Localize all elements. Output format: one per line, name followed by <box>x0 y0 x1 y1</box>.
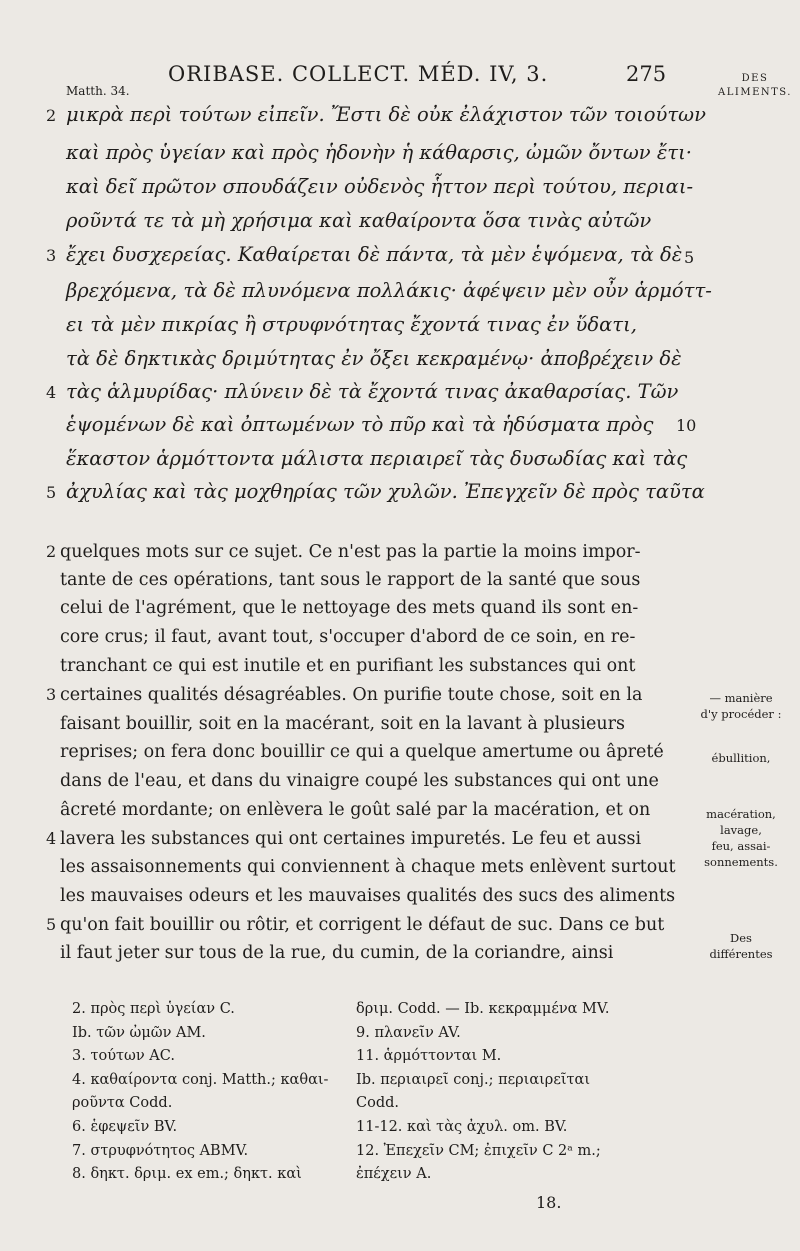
section-number: 5 <box>46 483 57 502</box>
note-line: 7. στρυφνότητος ABMV. <box>72 1142 249 1159</box>
greek-line: ἑψομένων δὲ καὶ ὀπτωμένων τὸ πῦρ καὶ τὰ ἡδύσματα πρὸς <box>66 413 654 436</box>
note-line: ροῦντα Codd. <box>72 1095 173 1112</box>
note-line: 11-12. καὶ τὰς ἀχυλ. om. BV. <box>356 1118 568 1135</box>
french-line: reprises; on fera donc bouillir ce qui a quelque amertume ou âpreté <box>60 742 664 762</box>
section-number: 2 <box>46 106 57 125</box>
greek-line: τὰς ἁλμυρίδας· πλύνειν δὲ τὰ ἔχοντά τινας ἀκαθαρσίας. Τῶν <box>66 380 679 403</box>
side-note-line: sonnements. <box>704 855 778 869</box>
signature-mark: 18. <box>536 1193 562 1212</box>
section-number: 3 <box>46 685 57 704</box>
french-line: quelques mots sur ce sujet. Ce n'est pas la partie la moins impor- <box>60 542 641 562</box>
french-line: certaines qualités désagréables. On purifie toute chose, soit en la <box>60 685 643 705</box>
section-number: 4 <box>46 829 57 848</box>
side-note-maceration <box>684 806 798 870</box>
greek-line: ἔχει δυσχερείας. Καθαίρεται δὲ πάντα, τὰ μὲν ἑψόμενα, τὰ δὲ <box>66 243 683 266</box>
french-line: celui de l'agrément, que le nettoyage des mets quand ils sont en- <box>60 598 639 618</box>
side-note-line: feu, assai- <box>711 839 771 853</box>
margin-heading-line: DES <box>741 73 769 84</box>
french-line: tante de ces opérations, tant sous le rapport de la santé que sous <box>60 570 641 590</box>
greek-line: μικρὰ περὶ τούτων εἰπεῖν. Ἔστι δὲ οὐκ ἐλάχιστον τῶν τοιούτων <box>66 103 706 126</box>
side-note-line: ébullition, <box>711 751 771 765</box>
french-line: tranchant ce qui est inutile et en purifiant les substances qui ont <box>60 656 636 676</box>
french-line: âcreté mordante; on enlèvera le goût salé par la macération, et on <box>60 800 651 820</box>
note-line: 12. Ἐπεχεῖν CM; ἐπιχεῖν C 2ᵃ m.; <box>356 1142 601 1159</box>
french-line: les assaisonnements qui conviennent à chaque mets enlèvent surtout <box>60 857 676 877</box>
side-note-line: d'y procéder : <box>700 707 782 721</box>
french-line: les mauvaises odeurs et les mauvaises qualités des sucs des aliments <box>60 886 676 906</box>
note-line: 11. ἁρμόττονται M. <box>356 1048 502 1065</box>
note-line: 9. πλανεῖν AV. <box>356 1024 461 1041</box>
section-number: 3 <box>46 246 57 265</box>
notes-right-column <box>356 998 609 1187</box>
side-note-ebullition <box>684 750 798 766</box>
french-line: core crus; il faut, avant tout, s'occuper d'abord de ce soin, en re- <box>60 627 636 647</box>
side-note-line: — manière <box>709 691 773 705</box>
note-line: 3. τούτων AC. <box>72 1048 175 1065</box>
note-line: Ib. τῶν ὠμῶν AM. <box>72 1024 206 1041</box>
line-number: 5 <box>684 248 695 267</box>
note-line: Codd. <box>356 1095 399 1112</box>
note-line: 2. πρὸς περὶ ὑγείαν C. <box>72 1001 235 1017</box>
french-line: il faut jeter sur tous de la rue, du cumin, de la coriandre, ainsi <box>60 943 614 963</box>
side-note-line: Des <box>730 931 752 945</box>
running-title: ORIBASE. COLLECT. MÉD. IV, 3. <box>168 62 549 86</box>
margin-heading <box>712 72 798 100</box>
greek-line: καὶ πρὸς ὑγείαν καὶ πρὸς ἡδονὴν ἡ κάθαρσις, ὠμῶν ὄντων ἔτι· <box>66 141 692 164</box>
french-line: qu'on fait bouillir ou rôtir, et corrigent le défaut de suc. Dans ce but <box>60 915 665 935</box>
matthaei-reference: Matth. 34. <box>66 84 130 98</box>
note-line: δριμ. Codd. — Ib. κεκραμμένα MV. <box>356 1001 610 1017</box>
side-note-differentes <box>684 930 798 962</box>
greek-line: ροῦντά τε τὰ μὴ χρήσιμα καὶ καθαίροντα ὅσα τινὰς αὐτῶν <box>66 209 652 232</box>
section-number: 2 <box>46 542 57 561</box>
note-line: ἐπέχειν A. <box>356 1166 432 1183</box>
note-line: Ib. περιαιρεῖ conj.; περιαιρεῖται <box>356 1071 591 1088</box>
french-line: dans de l'eau, et dans du vinaigre coupé les substances qui ont une <box>60 771 659 791</box>
note-line: 6. ἑφεψεῖν BV. <box>72 1118 178 1135</box>
greek-line: τὰ δὲ δηκτικὰς δριμύτητας ἐν ὄξει κεκραμένῳ· ἀποβρέχειν δὲ <box>66 347 682 370</box>
margin-heading-line: ALIMENTS. <box>718 87 792 98</box>
notes-left-column <box>72 998 328 1187</box>
line-number: 10 <box>676 416 697 435</box>
greek-line: ει τὰ μὲν πικρίας ἢ στρυφνότητας ἔχοντά τινας ἐν ὕδατι, <box>66 313 637 336</box>
french-line: faisant bouillir, soit en la macérant, soit en la lavant à plusieurs <box>60 714 625 734</box>
french-line: lavera les substances qui ont certaines impuretés. Le feu et aussi <box>60 829 642 849</box>
section-number: 4 <box>46 383 57 402</box>
greek-line: καὶ δεῖ πρῶτον σπουδάζειν οὐδενὸς ἧττον περὶ τούτου, περιαι- <box>66 175 694 198</box>
note-line: 8. δηκτ. δριμ. ex em.; δηκτ. καὶ <box>72 1166 302 1183</box>
section-number: 5 <box>46 915 57 934</box>
side-note-line: différentes <box>709 947 773 961</box>
greek-line: βρεχόμενα, τὰ δὲ πλυνόμενα πολλάκις· ἀφέψειν μὲν οὖν ἁρμόττ- <box>66 279 712 302</box>
greek-line: ἀχυλίας καὶ τὰς μοχθηρίας τῶν χυλῶν. Ἐπεγχεῖν δὲ πρὸς ταῦτα <box>66 480 705 503</box>
side-note-line: lavage, <box>720 823 762 837</box>
side-note-line: macération, <box>706 807 776 821</box>
greek-line: ἕκαστον ἁρμόττοντα μάλιστα περιαιρεῖ τὰς δυσωδίας καὶ τὰς <box>66 447 688 470</box>
note-line: 4. καθαίροντα conj. Matth.; καθαι- <box>72 1071 329 1088</box>
page-number: 275 <box>626 62 667 86</box>
side-note-maniere <box>684 690 798 722</box>
